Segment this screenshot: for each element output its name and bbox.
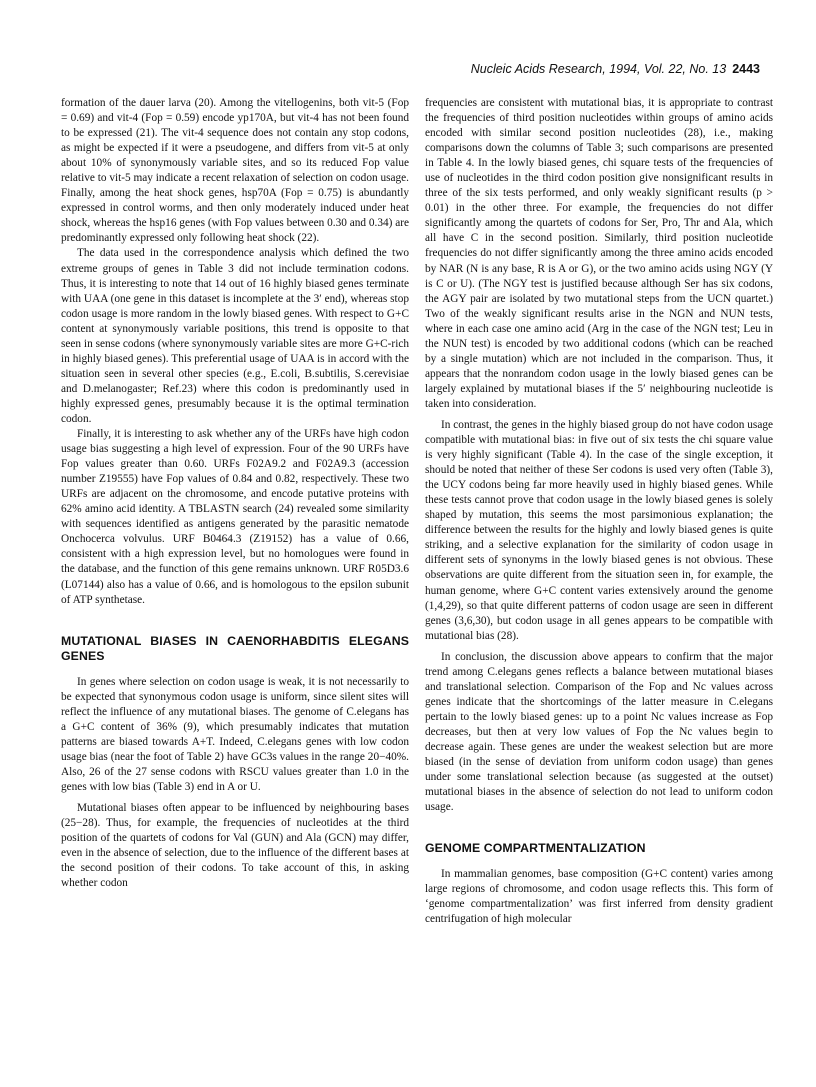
left-column <box>61 96 409 891</box>
right-column <box>425 96 773 927</box>
paragraph: Finally, it is interesting to ask whether any of the URFs have high codon usage bias suggesting a high level of expression. Four of the 90 URFs have Fop values greater than 0.60. URFs F02A9.2 and F02A9.3 (accession number Z19555) have Fop values of 0.84 and 0.82, respectively. These two URFs are adjacent on the chromosome, and encode putative proteins with 62% amino acid identity. A TBLASTN search (24) revealed some similarity with sequences identified as antigens generated by the parasitic nematode Onchocerca volvulus. URF B0464.3 (Z19152) has a value of 0.66, consistent with a high expression level, but no homologues were found in the database, and the function of this gene remains unknown. URF R05D3.6 (L07144) also has a value of 0.66, and is homologous to the epsilon subunit of ATP synthetase. <box>61 428 409 606</box>
paragraph: In mammalian genomes, base composition (G+C content) varies among large regions of chromosome, and codon usage reflects this. This form of ‘genome compartmentalization’ was first inferred from density gradient centrifugation of high molecular <box>425 867 773 925</box>
journal-citation: Nucleic Acids Research, 1994, Vol. 22, No. 13 <box>470 62 727 76</box>
paragraph: In genes where selection on codon usage is weak, it is not necessarily to be expected that synonymous codon usage is uniform, since silent sites will reflect the influence of any mutational biases. The genome of C.elegans has a G+C content of 36% (9), which presumably indicates that mutation patterns are biased towards A+T. Indeed, C.elegans genes with low codon usage bias (near the foot of Table 2) have GC3s values in the range 20−40%. Also, 26 of the 27 sense codons with RSCU values greater than 1.0 in the genes with low bias (Table 3) end in A or U. <box>61 675 409 793</box>
paragraph: frequencies are consistent with mutational bias, it is appropriate to contrast the frequencies of third position nucleotides within groups of amino acids encoded with similar second position nucleotides (28), i.e., making comparisons down the columns of Table 3; such comparisons are presented in Table 4. In the lowly biased genes, chi square tests of the frequencies of use of nucleotides in the third codon position give nonsignificant results in three of the six tests performed, and only weakly significant results (p > 0.01) in the other three. For example, the frequencies do not differ significantly among the quartets of codons for Ser, Pro, Thr and Ala, which all have C in the second position. Similarly, third position nucleotide frequencies do not differ significantly among the three amino acids encoded by NAR (N is any base, R is A or G), or the two amino acids using NGY (Y is C or U). (The NGY test is justified because although Ser has six codons, the AGY pair are isolated by two mutational steps from the UCN quartet.) Two of the weakly significant results arise in the NGN and NUN tests, where in each case one amino acid (Arg in the case of the NGN test; Leu in the NUN test) is encoded by two additional codons (which can be reached by a single mutation) which are not included in the comparison. Thus, it appears that the nonrandom codon usage in the lowly biased genes can be largely explained by mutational biases if the 5′ neighbouring nucleotide is taken into consideration. <box>425 97 773 410</box>
section-heading: GENOME COMPARTMENTALIZATION <box>425 841 646 856</box>
page-number: 2443 <box>732 62 760 76</box>
paragraph: In conclusion, the discussion above appears to confirm that the major trend among C.elegans genes reflects a balance between mutational biases and translational selection. Comparison of the Fop and Nc values across genes indicate that the shortcomings of the latter measure in C.elegans pertain to the lowly biased genes: up to a point Nc values increase as Fop decreases, but then at very low values of Fop the Nc values begin to decrease again. These genes are under the weakest selection but are more biased (in the sense of deviation from uniform codon usage) than genes under some translational selection because (as suggested at the outset) mutational biases in the absence of selection do not lead to uniform codon usage. <box>425 650 773 814</box>
running-header <box>60 62 760 76</box>
paragraph: formation of the dauer larva (20). Among the vitellogenins, both vit-5 (Fop = 0.69) and vit-4 (Fop = 0.59) encode yp170A, but vit-4 has not been found to be expressed (21). The vit-4 sequence does not contain any stop codons, as might be expected if it were a pseudogene, and differs from vit-5 at only about 10% of synonymously variable sites, and so its reduced Fop value relative to vit-5 may indicate a recent relaxation of selection on codon usage. Finally, among the heat shock genes, hsp70A (Fop = 0.75) is abundantly expressed in control worms, and then only moderately induced under heat shock, whereas the hsp16 genes (with Fop values between 0.30 and 0.34) are predominantly expressed only following heat shock (22). <box>61 97 409 245</box>
section-heading: MUTATIONAL BIASES IN CAENORHABDITIS ELEGANS GENES <box>61 633 409 664</box>
paragraph: In contrast, the genes in the highly biased group do not have codon usage compatible with mutational bias: in five out of six tests the chi square value is very highly significant (Table 4). In the case of the single exception, it should be noted that neither of these Ser codons is used very often (Table 3), the UCY codons being far more heavily used in highly biased genes. While these tests cannot prove that codon usage in the lowly biased genes is solely shaped by mutation, this seems the most parsimonious explanation; the difference between the results for the highly and lowly biased genes is quite striking, and a selective explanation for the similarity of codon usage in different sets of synonyms in the lowly biased genes is not obvious. These observations are quite different from the situation seen in, for example, the human genome, where G+C content varies extensively around the genome (1,4,29), so that quite different patterns of codon usage are seen in different genes (3,6,30), but codon usage in all genes appears to be compatible with mutational bias (28). <box>425 418 773 642</box>
paragraph: Mutational biases often appear to be influenced by neighbouring bases (25−28). Thus, for example, the frequencies of nucleotides at the third position of the quartets of codons for Val (GUN) and Ala (GCN) may differ, even in the absence of selection, due to the influence of the different bases at the second position of their codons. To take account of this, in asking whether codon <box>61 801 409 890</box>
paragraph: The data used in the correspondence analysis which defined the two extreme groups of genes in Table 3 did not include termination codons. Thus, it is interesting to note that 14 out of 16 highly biased genes terminate with UAA (one gene in this dataset is incomplete at the 3′ end), whereas stop codon usage is more random in the lowly biased genes. With respect to G+C content at synonymously variable positions, this trend is opposite to that seen in sense codons (where synonymously variable sites are more G+C-rich in highly biased genes). This preferential usage of UAA is in accord with the situation seen in several other species (e.g., E.coli, B.subtilis, S.cerevisiae and D.melanogaster; Ref.23) where this codon is predominantly used in highly expressed genes, presumably because it is the optimal termination codon. <box>61 247 409 425</box>
